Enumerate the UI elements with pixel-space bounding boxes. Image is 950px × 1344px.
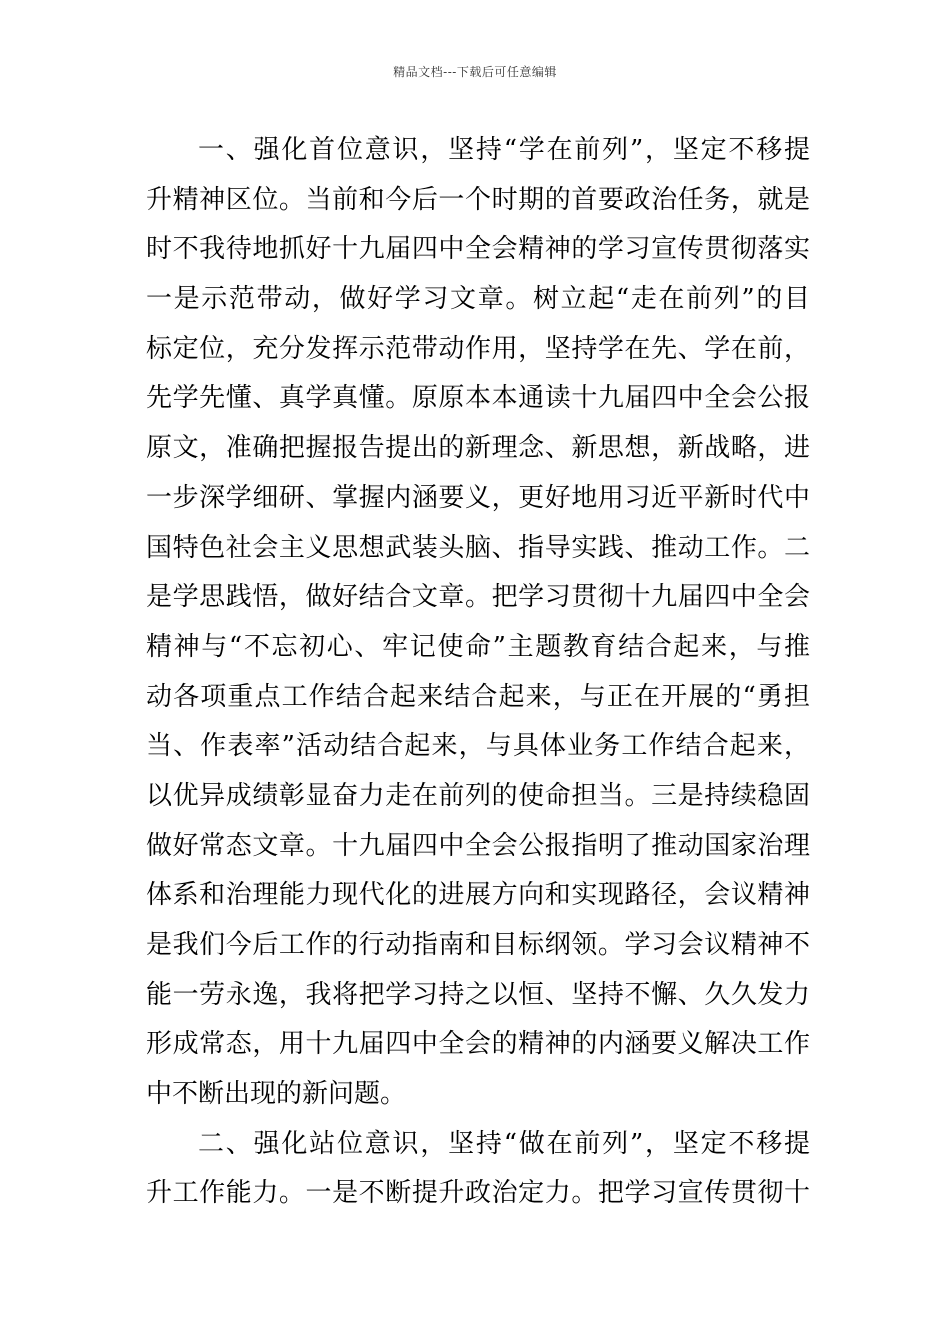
paragraph-1-line-2: 升精神区位。当前和今后一个时期的首要政治任务，就是	[146, 184, 810, 215]
paragraph-1-line-20: 中不断出现的新问题。	[146, 1079, 407, 1110]
paragraph-1-line-7: 原文，准确把握报告提出的新理念、新思想，新战略，进	[146, 433, 810, 464]
paragraph-2-line-1: 二、强化站位意识，坚持“做在前列”，坚定不移提	[198, 1128, 810, 1159]
paragraph-1-line-13: 当、作表率”活动结合起来，与具体业务工作结合起来，	[146, 731, 810, 762]
page-header: 精品文档---下载后可任意编辑	[393, 65, 557, 79]
paragraph-1-line-18: 能一劳永逸，我将把学习持之以恒、坚持不懈、久久发力	[146, 979, 810, 1010]
paragraph-1-line-16: 体系和治理能力现代化的进展方向和实现路径，会议精神	[146, 880, 810, 911]
paragraph-1-line-19: 形成常态，用十九届四中全会的精神的内涵要义解决工作	[146, 1029, 810, 1060]
paragraph-1-line-10: 是学思践悟，做好结合文章。把学习贯彻十九届四中全会	[146, 582, 810, 613]
body-text	[146, 126, 810, 1219]
paragraph-1-line-3: 时不我待地抓好十九届四中全会精神的学习宣传贯彻落实	[146, 234, 810, 265]
paragraph-2-line-2: 升工作能力。一是不断提升政治定力。把学习宣传贯彻十	[146, 1178, 810, 1209]
paragraph-1-line-15: 做好常态文章。十九届四中全会公报指明了推动国家治理	[146, 830, 810, 861]
paragraph-1-line-6: 先学先懂、真学真懂。原原本本通读十九届四中全会公报	[146, 383, 810, 414]
paragraph-1-line-11: 精神与“不忘初心、牢记使命”主题教育结合起来，与推	[146, 631, 810, 662]
paragraph-1-line-14: 以优异成绩彰显奋力走在前列的使命担当。三是持续稳固	[146, 780, 810, 811]
paragraph-1-line-1: 一、强化首位意识，坚持“学在前列”，坚定不移提	[198, 135, 810, 165]
paragraph-1-line-8: 一步深学细研、掌握内涵要义，更好地用习近平新时代中	[146, 482, 810, 513]
paragraph-1-line-4: 一是示范带动，做好学习文章。树立起“走在前列”的目	[146, 284, 810, 315]
paragraph-1-line-5: 标定位，充分发挥示范带动作用，坚持学在先、学在前，	[146, 333, 810, 364]
paragraph-1-line-9: 国特色社会主义思想武装头脑、指导实践、推动工作。二	[146, 532, 810, 563]
paragraph-1-line-17: 是我们今后工作的行动指南和目标纲领。学习会议精神不	[146, 930, 810, 960]
paragraph-1-line-12: 动各项重点工作结合起来结合起来，与正在开展的“勇担	[146, 681, 810, 712]
